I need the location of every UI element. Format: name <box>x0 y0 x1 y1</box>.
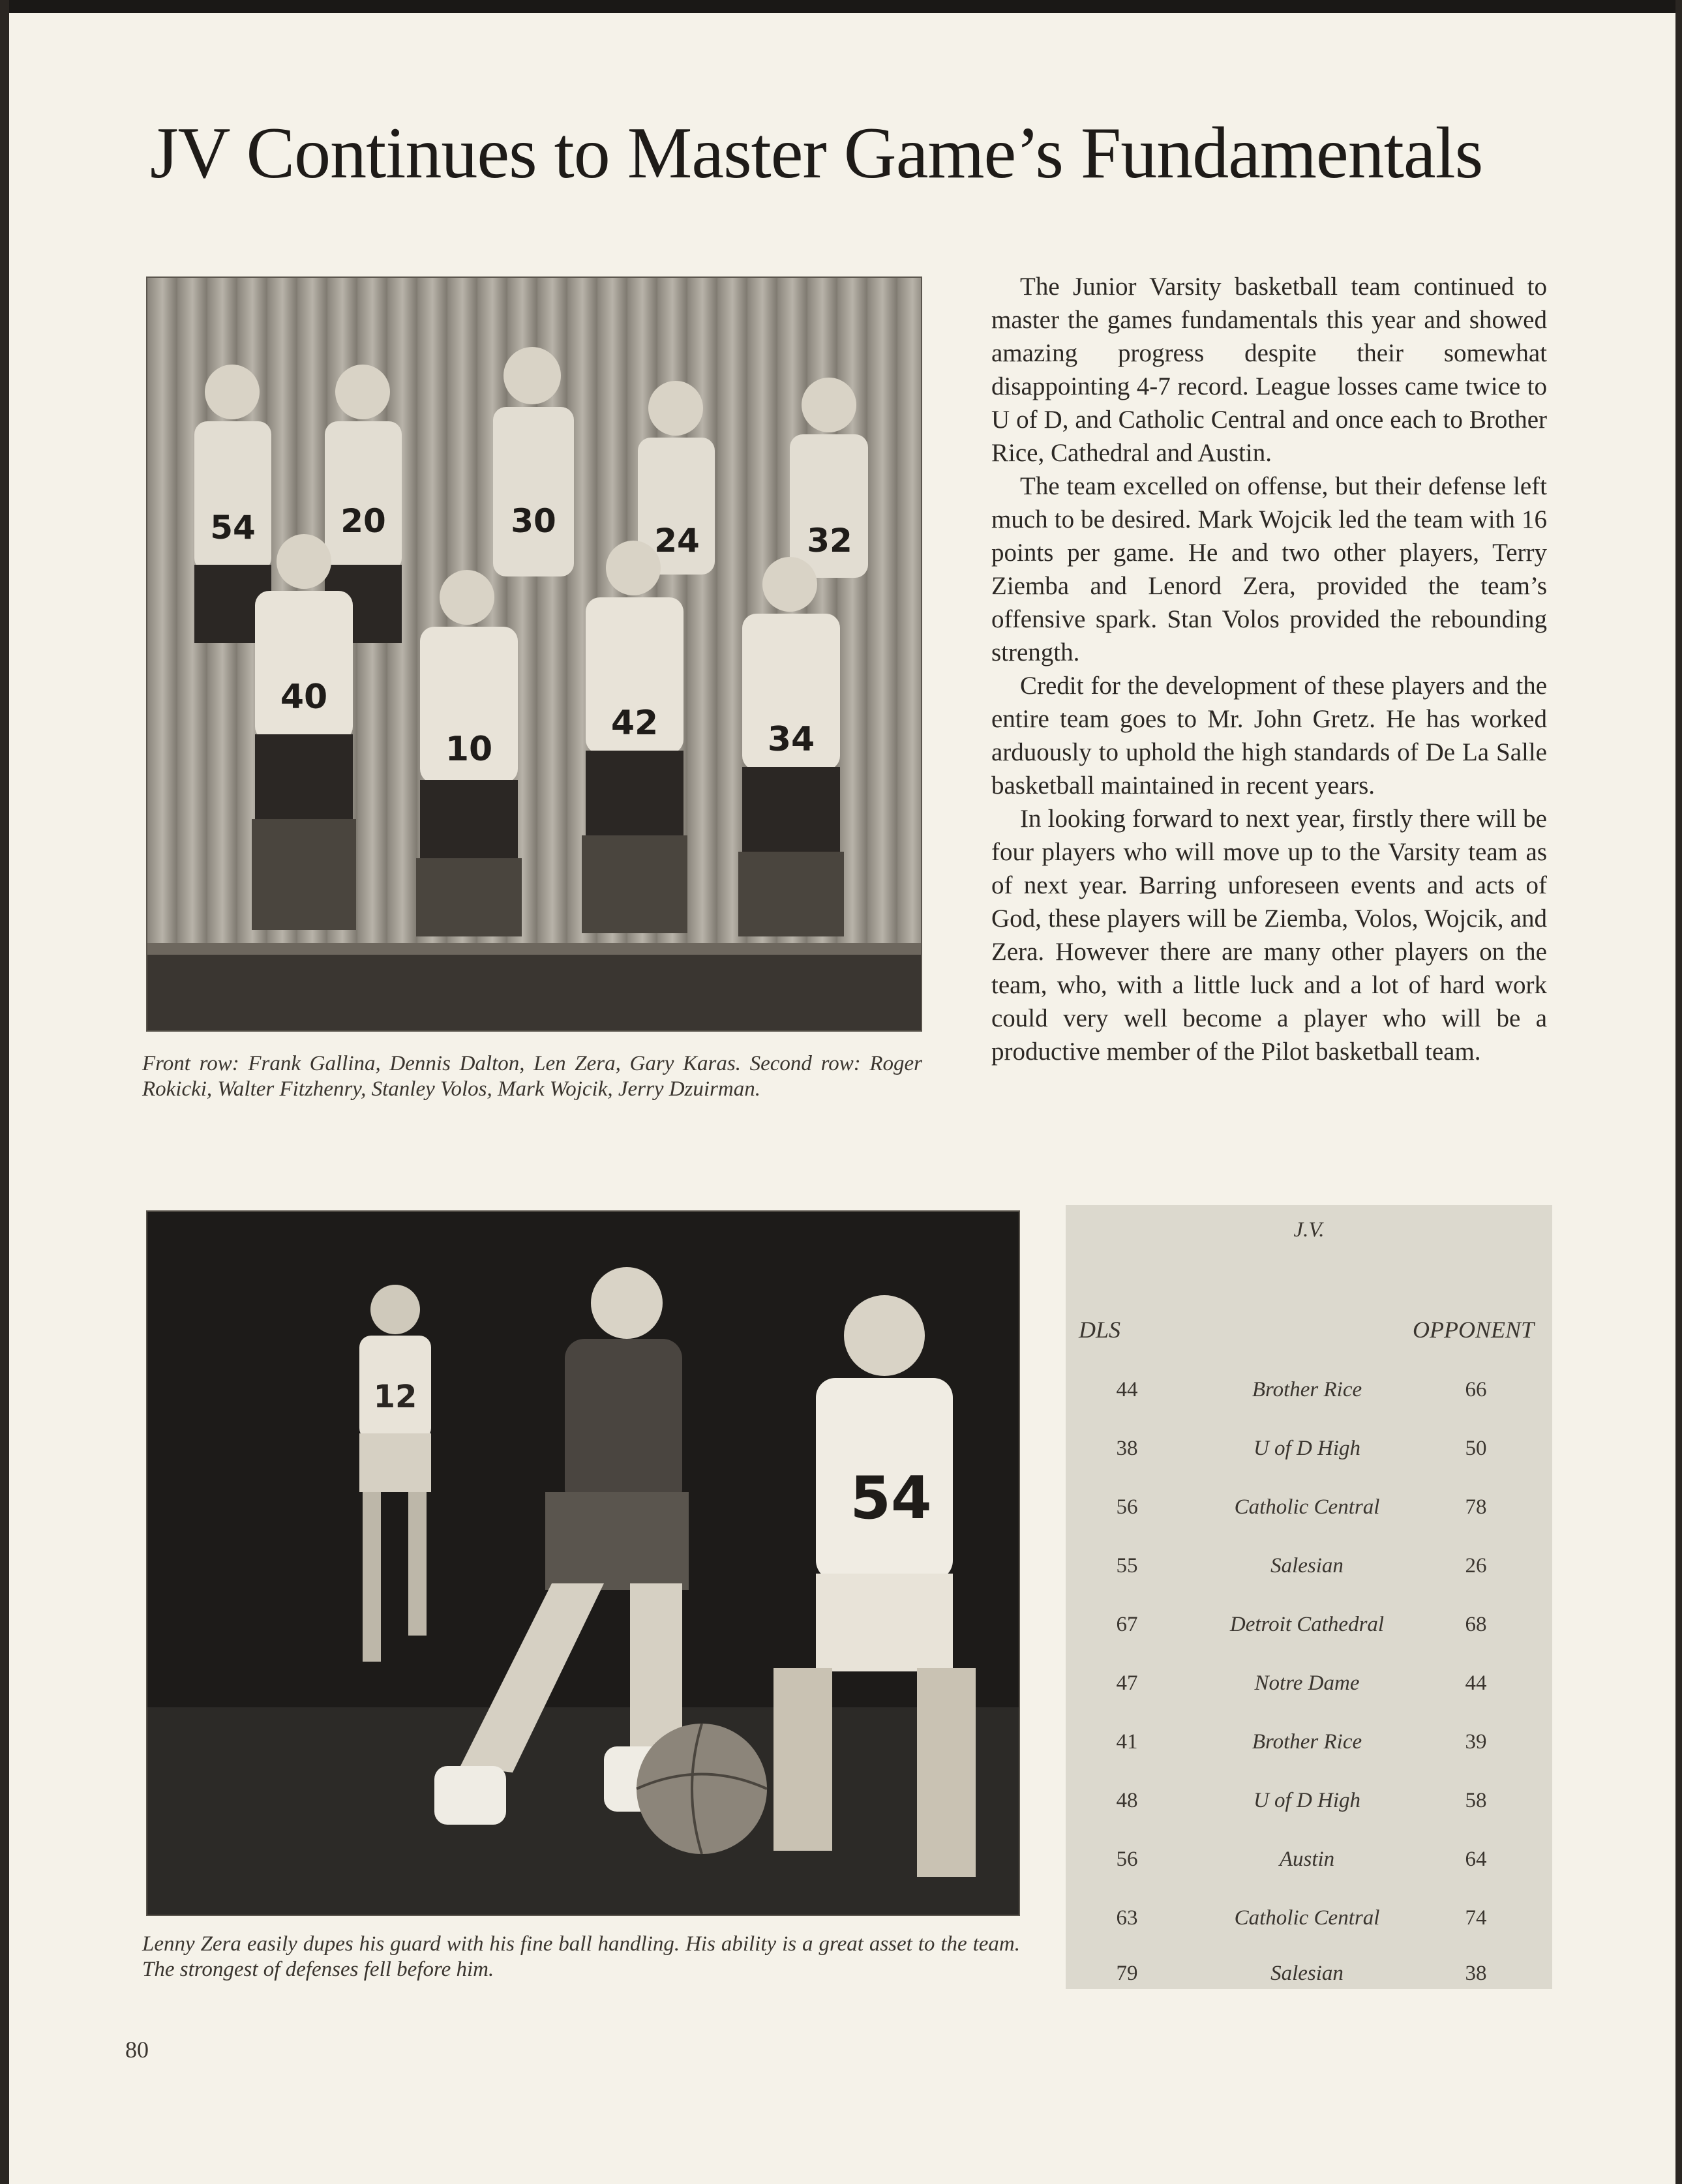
opponent-name: Detroit Cathedral <box>1229 1613 1385 1636</box>
opponent-score: 50 <box>1465 1437 1487 1460</box>
article-paragraph: Credit for the development of these players and the entire team goes to Mr. John Gretz. He has worked arduously to uphold the high standards of De La Salle basketball maintained in recent years. <box>991 672 1547 800</box>
dls-score: 63 <box>1116 1906 1138 1930</box>
jersey-number: 20 <box>340 502 386 540</box>
player-front-1 <box>252 534 356 930</box>
opponent-name: Catholic Central <box>1234 1495 1380 1519</box>
opponent-name: Salesian <box>1270 1962 1344 1985</box>
action-photo <box>146 1210 1020 1916</box>
scan-edge-right <box>1675 0 1682 2184</box>
results-table <box>1066 1205 1552 1989</box>
jersey-number: 30 <box>511 502 556 540</box>
jersey-number: 34 <box>767 720 815 759</box>
opponent-name: U of D High <box>1253 1789 1361 1812</box>
dls-score: 56 <box>1116 1847 1138 1871</box>
column-header-dls: DLS <box>1079 1317 1121 1343</box>
scan-edge-left <box>0 0 9 2184</box>
table-row <box>1066 1378 1552 1417</box>
opponent-score: 68 <box>1465 1613 1487 1636</box>
dls-score: 55 <box>1116 1554 1138 1578</box>
opponent-score: 26 <box>1465 1554 1487 1578</box>
player-front-3 <box>582 541 687 933</box>
dls-score: 38 <box>1116 1437 1138 1460</box>
article-paragraph: The team excelled on offense, but their defense left much to be desired. Mark Wojcik led the team with 16 points per game. He and two other players, Terry Ziemba and Lenord Zera, provided the team’s offensive spark. Stan Volos provided the rebounding strength. <box>991 472 1547 666</box>
basketball <box>637 1724 767 1854</box>
jersey-number: 54 <box>850 1464 932 1533</box>
opponent-name: Brother Rice <box>1252 1378 1362 1401</box>
dls-score: 67 <box>1116 1613 1138 1636</box>
jersey-number: 40 <box>280 678 328 717</box>
table-row <box>1066 1554 1552 1593</box>
scan-edge-top <box>0 0 1682 13</box>
team-photo-caption: Front row: Frank Gallina, Dennis Dalton, Len Zera, Gary Karas. Second row: Roger Rokicki, Walter Fitzhenry, Stanley Volos, Mark Wojcik, Jerry Dzuirman. <box>142 1052 922 1101</box>
jersey-number: 10 <box>445 730 493 769</box>
opponent-score: 44 <box>1465 1671 1487 1695</box>
team-photo-image <box>147 278 921 1030</box>
table-row <box>1066 1730 1552 1769</box>
jersey-number: 32 <box>807 522 852 560</box>
jersey-number: 12 <box>373 1379 417 1415</box>
dls-score: 48 <box>1116 1789 1138 1812</box>
opponent-score: 78 <box>1465 1495 1487 1519</box>
table-row <box>1066 1437 1552 1476</box>
dls-score: 44 <box>1116 1378 1138 1401</box>
table-row <box>1066 1847 1552 1887</box>
jersey-number: 42 <box>610 704 659 743</box>
article-paragraph: In looking forward to next year, firstly there will be four players who will move up to the Varsity team as of next year. Barring unforeseen events and acts of God, these players will be Ziemba, Volos, Wojcik, and Zera. However there are many other players on the team, who, with a little luck and a lot of hard work could very well become a player who will be a productive member of the Pilot basketball team. <box>991 805 1547 1066</box>
results-heading: J.V. <box>1293 1218 1325 1242</box>
opponent-score: 66 <box>1465 1378 1487 1401</box>
jersey-number: 24 <box>654 522 700 560</box>
table-row <box>1066 1789 1552 1828</box>
dls-score: 41 <box>1116 1730 1138 1754</box>
table-row <box>1066 1671 1552 1711</box>
opponent-name: Notre Dame <box>1254 1671 1360 1695</box>
opponent-score: 58 <box>1465 1789 1487 1812</box>
opponent-score: 74 <box>1465 1906 1487 1930</box>
column-header-opponent: OPPONENT <box>1412 1317 1534 1343</box>
action-photo-image <box>147 1212 1019 1915</box>
dls-score: 47 <box>1116 1671 1138 1695</box>
opponent-score: 64 <box>1465 1847 1487 1871</box>
page-number: 80 <box>125 2037 149 2063</box>
table-row <box>1066 1906 1552 1945</box>
page-title: JV Continues to Master Game’s Fundamentals <box>150 113 1483 194</box>
action-photo-caption: Lenny Zera easily dupes his guard with his fine ball handling. His ability is a great asset to the team. The strongest of defenses fell before him. <box>142 1932 1020 1981</box>
opponent-score: 39 <box>1465 1730 1487 1754</box>
opponent-name: Salesian <box>1270 1554 1344 1578</box>
dls-score: 56 <box>1116 1495 1138 1519</box>
table-row <box>1066 1613 1552 1652</box>
opponent-name: Catholic Central <box>1234 1906 1380 1930</box>
opponent-name: U of D High <box>1253 1437 1361 1460</box>
team-photo <box>146 277 922 1032</box>
article-paragraph: The Junior Varsity basketball team continued to master the games fundamentals this year and showed amazing progress despite their somewhat disappointing 4-7 record. League losses came twice to U of D, and Catholic Central and once each to Brother Rice, Cathedral and Austin. <box>991 273 1547 467</box>
article-body <box>991 270 1547 1068</box>
opponent-score: 38 <box>1465 1962 1487 1985</box>
table-row <box>1066 1962 1552 2001</box>
opponent-name: Austin <box>1279 1847 1335 1871</box>
dls-score: 79 <box>1116 1962 1138 1985</box>
opponent-name: Brother Rice <box>1252 1730 1362 1754</box>
jersey-number: 54 <box>210 509 256 546</box>
table-row <box>1066 1495 1552 1534</box>
